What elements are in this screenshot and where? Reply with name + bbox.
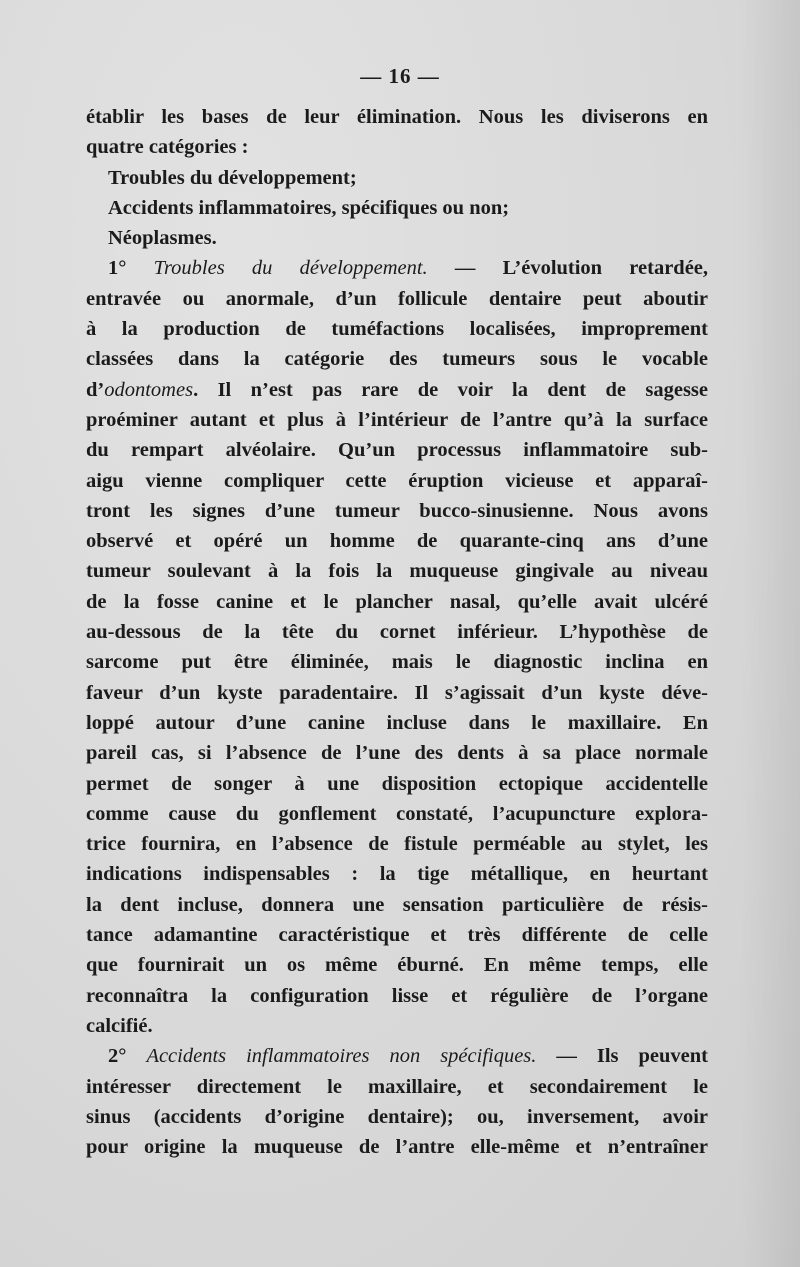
text-line: intéresser directement le maxillaire, et secondairement le bbox=[86, 1075, 708, 1098]
page-body bbox=[86, 102, 708, 1162]
text-line: que fournirait un os même éburné. En même temps, elle bbox=[86, 954, 708, 977]
text-line: du rempart alvéolaire. Qu’un processus inflammatoire sub- bbox=[86, 439, 708, 462]
section-lead-text: — L’évolution retardée, bbox=[454, 257, 709, 280]
text-line: pareil cas, si l’absence de l’une des dents à sa place normale bbox=[86, 742, 708, 765]
text-line: observé et opéré un homme de quarante-cinq ans d’une bbox=[86, 530, 708, 553]
text-line: tance adamantine caractéristique et très différente de celle bbox=[86, 924, 708, 947]
text-line: tront les signes d’une tumeur bucco-sinusienne. Nous avons bbox=[86, 499, 708, 522]
list-item: Troubles du développement; bbox=[108, 166, 357, 189]
section-number: 2° bbox=[108, 1045, 127, 1068]
text-line: permet de songer à une disposition ectopique accidentelle bbox=[86, 772, 708, 795]
text-line: sarcome put être éliminée, mais le diagnostic inclina en bbox=[86, 651, 708, 674]
text-line: au-dessous de la tête du cornet inférieur. L’hypothèse de bbox=[86, 621, 708, 644]
text-line: reconnaîtra la configuration lisse et régulière de l’organe bbox=[86, 984, 708, 1007]
text-line: pour origine la muqueuse de l’antre elle-même et n’entraîner bbox=[86, 1136, 708, 1159]
text-line bbox=[86, 375, 708, 405]
italic-term: odontomes bbox=[104, 378, 194, 401]
text-line: sinus (accidents d’origine dentaire); ou, inversement, avoir bbox=[86, 1105, 708, 1128]
text-line: à la production de tuméfactions localisées, improprement bbox=[86, 318, 708, 341]
section-heading-line bbox=[86, 1041, 708, 1071]
text-line: établir les bases de leur élimination. Nous les diviserons en bbox=[86, 106, 708, 128]
text-line: entravée ou anormale, d’un follicule dentaire peut aboutir bbox=[86, 287, 708, 310]
list-item: Néoplasmes. bbox=[108, 227, 217, 250]
text-line: comme cause du gonflement constaté, l’acupuncture explora- bbox=[86, 802, 708, 825]
section-title: Accidents inflammatoires non spécifiques. bbox=[146, 1045, 537, 1068]
text-line: calcifié. bbox=[86, 1014, 153, 1037]
section-number: 1° bbox=[108, 257, 127, 280]
text-line: tumeur soulevant à la fois la muqueuse gingivale au niveau bbox=[86, 560, 708, 583]
text-line: trice fournira, en l’absence de fistule perméable au stylet, les bbox=[86, 833, 708, 856]
text-line: quatre catégories : bbox=[86, 136, 249, 159]
text-line: de la fosse canine et le plancher nasal, qu’elle avait ulcéré bbox=[86, 590, 708, 613]
text-line: aigu vienne compliquer cette éruption vicieuse et apparaî- bbox=[86, 469, 708, 492]
section-title: Troubles du développement. bbox=[153, 257, 428, 280]
text-fragment: d’ bbox=[86, 378, 105, 401]
list-item: Accidents inflammatoires, spécifiques ou non; bbox=[108, 196, 510, 219]
section-heading-line bbox=[86, 253, 708, 283]
text-line: la dent incluse, donnera une sensation particulière de résis- bbox=[86, 893, 708, 916]
text-line: proéminer autant et plus à l’intérieur de l’antre qu’à la surface bbox=[86, 408, 708, 431]
text-fragment: . Il n’est pas rare de voir la dent de sagesse bbox=[193, 378, 708, 401]
page-number: — 16 — bbox=[360, 64, 440, 88]
text-line: indications indispensables : la tige métallique, en heurtant bbox=[86, 863, 708, 886]
text-line: classées dans la catégorie des tumeurs sous le vocable bbox=[86, 348, 708, 371]
section-lead-text: — Ils peuvent bbox=[556, 1045, 708, 1068]
text-line: faveur d’un kyste paradentaire. Il s’agissait d’un kyste déve- bbox=[86, 681, 708, 704]
text-line: loppé autour d’une canine incluse dans le maxillaire. En bbox=[86, 711, 708, 734]
